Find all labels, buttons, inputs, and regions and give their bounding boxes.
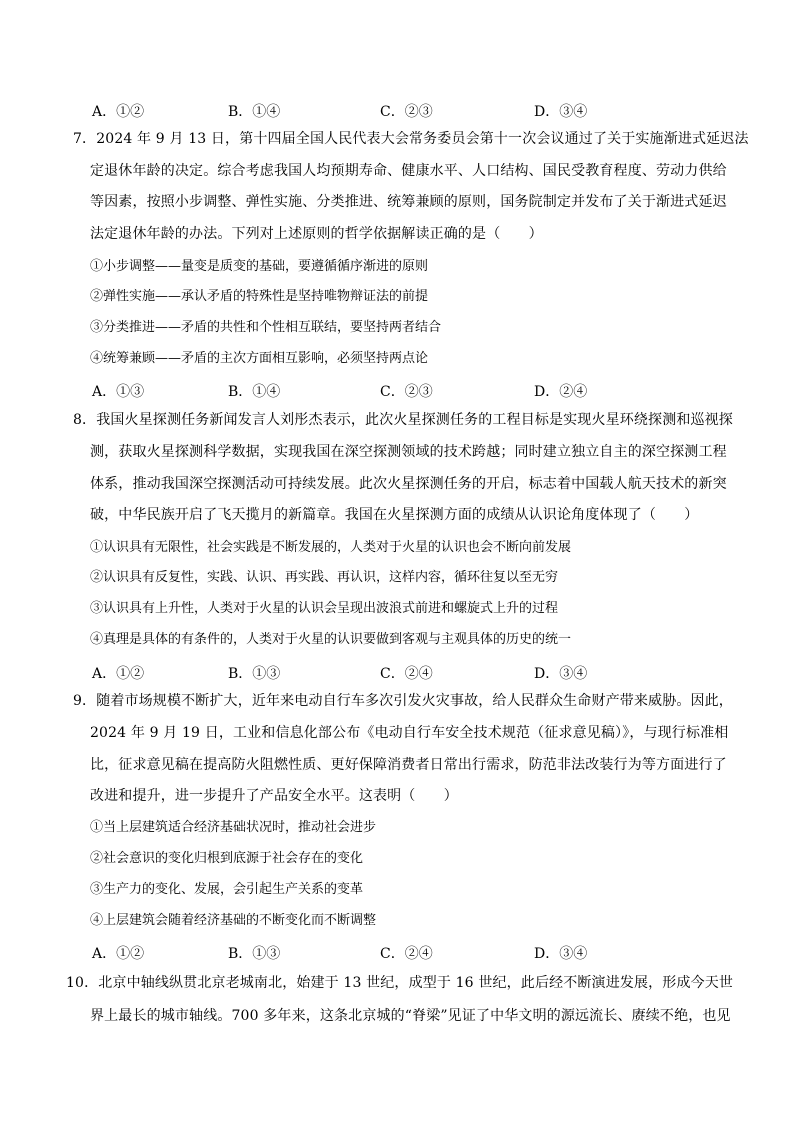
q8-choice-4: ④真理是具体的有条件的，人类对于火星的认识要做到客观与主观具体的历史的统一	[90, 632, 572, 647]
q7-stem-line: 法定退休年龄的办法。下列对上述原则的哲学依据解读正确的是（ ）	[90, 226, 543, 242]
q9-choice-1: ①当上层建筑适合经济基础状况时，推动社会进步	[90, 820, 377, 835]
q7-stem-line: 等因素，按照小步调整、弹性实施、分类推进、统筹兼顾的原则，国务院制定并发布了关于渐进式延迟	[90, 194, 727, 210]
q9-choice-3: ③生产力的变化、发展，会引起生产关系的变革	[90, 882, 364, 897]
q7-option-c: C．②③	[380, 384, 433, 400]
q8-option-c: C．②④	[380, 666, 433, 682]
q8-stem-line: 体系，推动我国深空探测活动可持续发展。此次火星探测任务的开启，标志着中国载人航天技术的新突	[90, 476, 727, 492]
q9-option-a: A．①②	[92, 946, 145, 962]
q9-option-c: C．②④	[380, 946, 433, 962]
q7-options	[92, 381, 732, 405]
q7-option-b: B．①④	[228, 384, 281, 400]
q7-option-d: D．②④	[534, 384, 588, 400]
q6-option-d: D．③④	[534, 104, 588, 120]
q8-choice-2: ②认识具有反复性，实践、认识、再实践、再认识，这样内容，循环往复以至无穷	[90, 570, 559, 585]
q9-choice-2: ②社会意识的变化归根到底源于社会存在的变化	[90, 851, 364, 866]
q6-options	[92, 101, 732, 125]
q10-stem-line: 界上最长的城市轴线。700 多年来，这条北京城的“脊梁”见证了中华文明的源远流长、赓续不绝，也见	[90, 1008, 731, 1024]
q9-options	[92, 943, 732, 967]
q10-stem-line: 10．北京中轴线纵贯北京老城南北，始建于 13 世纪，成型于 16 世纪，此后经不断演进发展，形成今天世	[66, 975, 734, 991]
q6-option-b: B．①④	[228, 104, 281, 120]
q6-option-c: C．②③	[380, 104, 433, 120]
q8-option-b: B．①③	[228, 666, 281, 682]
q7-stem-line: 7．2024 年 9 月 13 日，第十四届全国人民代表大会常务委员会第十一次会议通过了关于实施渐进式延迟法	[73, 131, 749, 147]
q7-choice-2: ②弹性实施——承认矛盾的特殊性是坚持唯物辩证法的前提	[90, 289, 429, 304]
q7-option-a: A．①③	[92, 384, 145, 400]
q7-choice-4: ④统筹兼顾——矛盾的主次方面相互影响，必须坚持两点论	[90, 351, 429, 366]
q8-option-a: A．①②	[92, 666, 145, 682]
q7-stem-line: 定退休年龄的决定。综合考虑我国人均预期寿命、健康水平、人口结构、国民受教育程度、劳动力供给	[90, 163, 727, 179]
q7-choice-1: ①小步调整——量变是质变的基础，要遵循循序渐进的原则	[90, 259, 429, 274]
q9-option-d: D．③④	[534, 946, 588, 962]
q9-stem-line: 比，征求意见稿在提高防火阻燃性质、更好保障消费者日常出行需求，防范非法改装行为等方面进行了	[90, 757, 727, 773]
q6-option-a: A．①②	[92, 104, 145, 120]
q8-choice-3: ③认识具有上升性，人类对于火星的认识会呈现出波浪式前进和螺旋式上升的过程	[90, 601, 559, 616]
q8-choice-1: ①认识具有无限性，社会实践是不断发展的，人类对于火星的认识也会不断向前发展	[90, 540, 572, 555]
q8-stem-line: 测，获取火星探测科学数据，实现我国在深空探测领域的技术跨越；同时建立独立自主的深空探测工程	[90, 444, 727, 460]
q9-stem-line: 改进和提升，进一步提升了产品安全水平。这表明（ ）	[90, 788, 458, 804]
q9-option-b: B．①③	[228, 946, 281, 962]
q8-option-d: D．③④	[534, 666, 588, 682]
q7-choice-3: ③分类推进——矛盾的共性和个性相互联结，要坚持两者结合	[90, 320, 442, 335]
q9-choice-4: ④上层建筑会随着经济基础的不断变化而不断调整	[90, 913, 377, 928]
q8-stem-line: 8．我国火星探测任务新闻发言人刘彤杰表示，此次火星探测任务的工程目标是实现火星环绕探测和巡视探	[73, 412, 733, 428]
q8-options	[92, 663, 732, 687]
q9-stem-line: 2024 年 9 月 19 日，工业和信息化部公布《电动自行车安全技术规范（征求意见稿）》，与现行标准相	[90, 725, 729, 741]
q9-stem-line: 9．随着市场规模不断扩大，近年来电动自行车多次引发火灾事故，给人民群众生命财产带来威胁。因此，	[73, 693, 733, 709]
q8-stem-line: 破，中华民族开启了飞天揽月的新篇章。我国在火星探测方面的成绩从认识论角度体现了（ ）	[90, 507, 699, 523]
